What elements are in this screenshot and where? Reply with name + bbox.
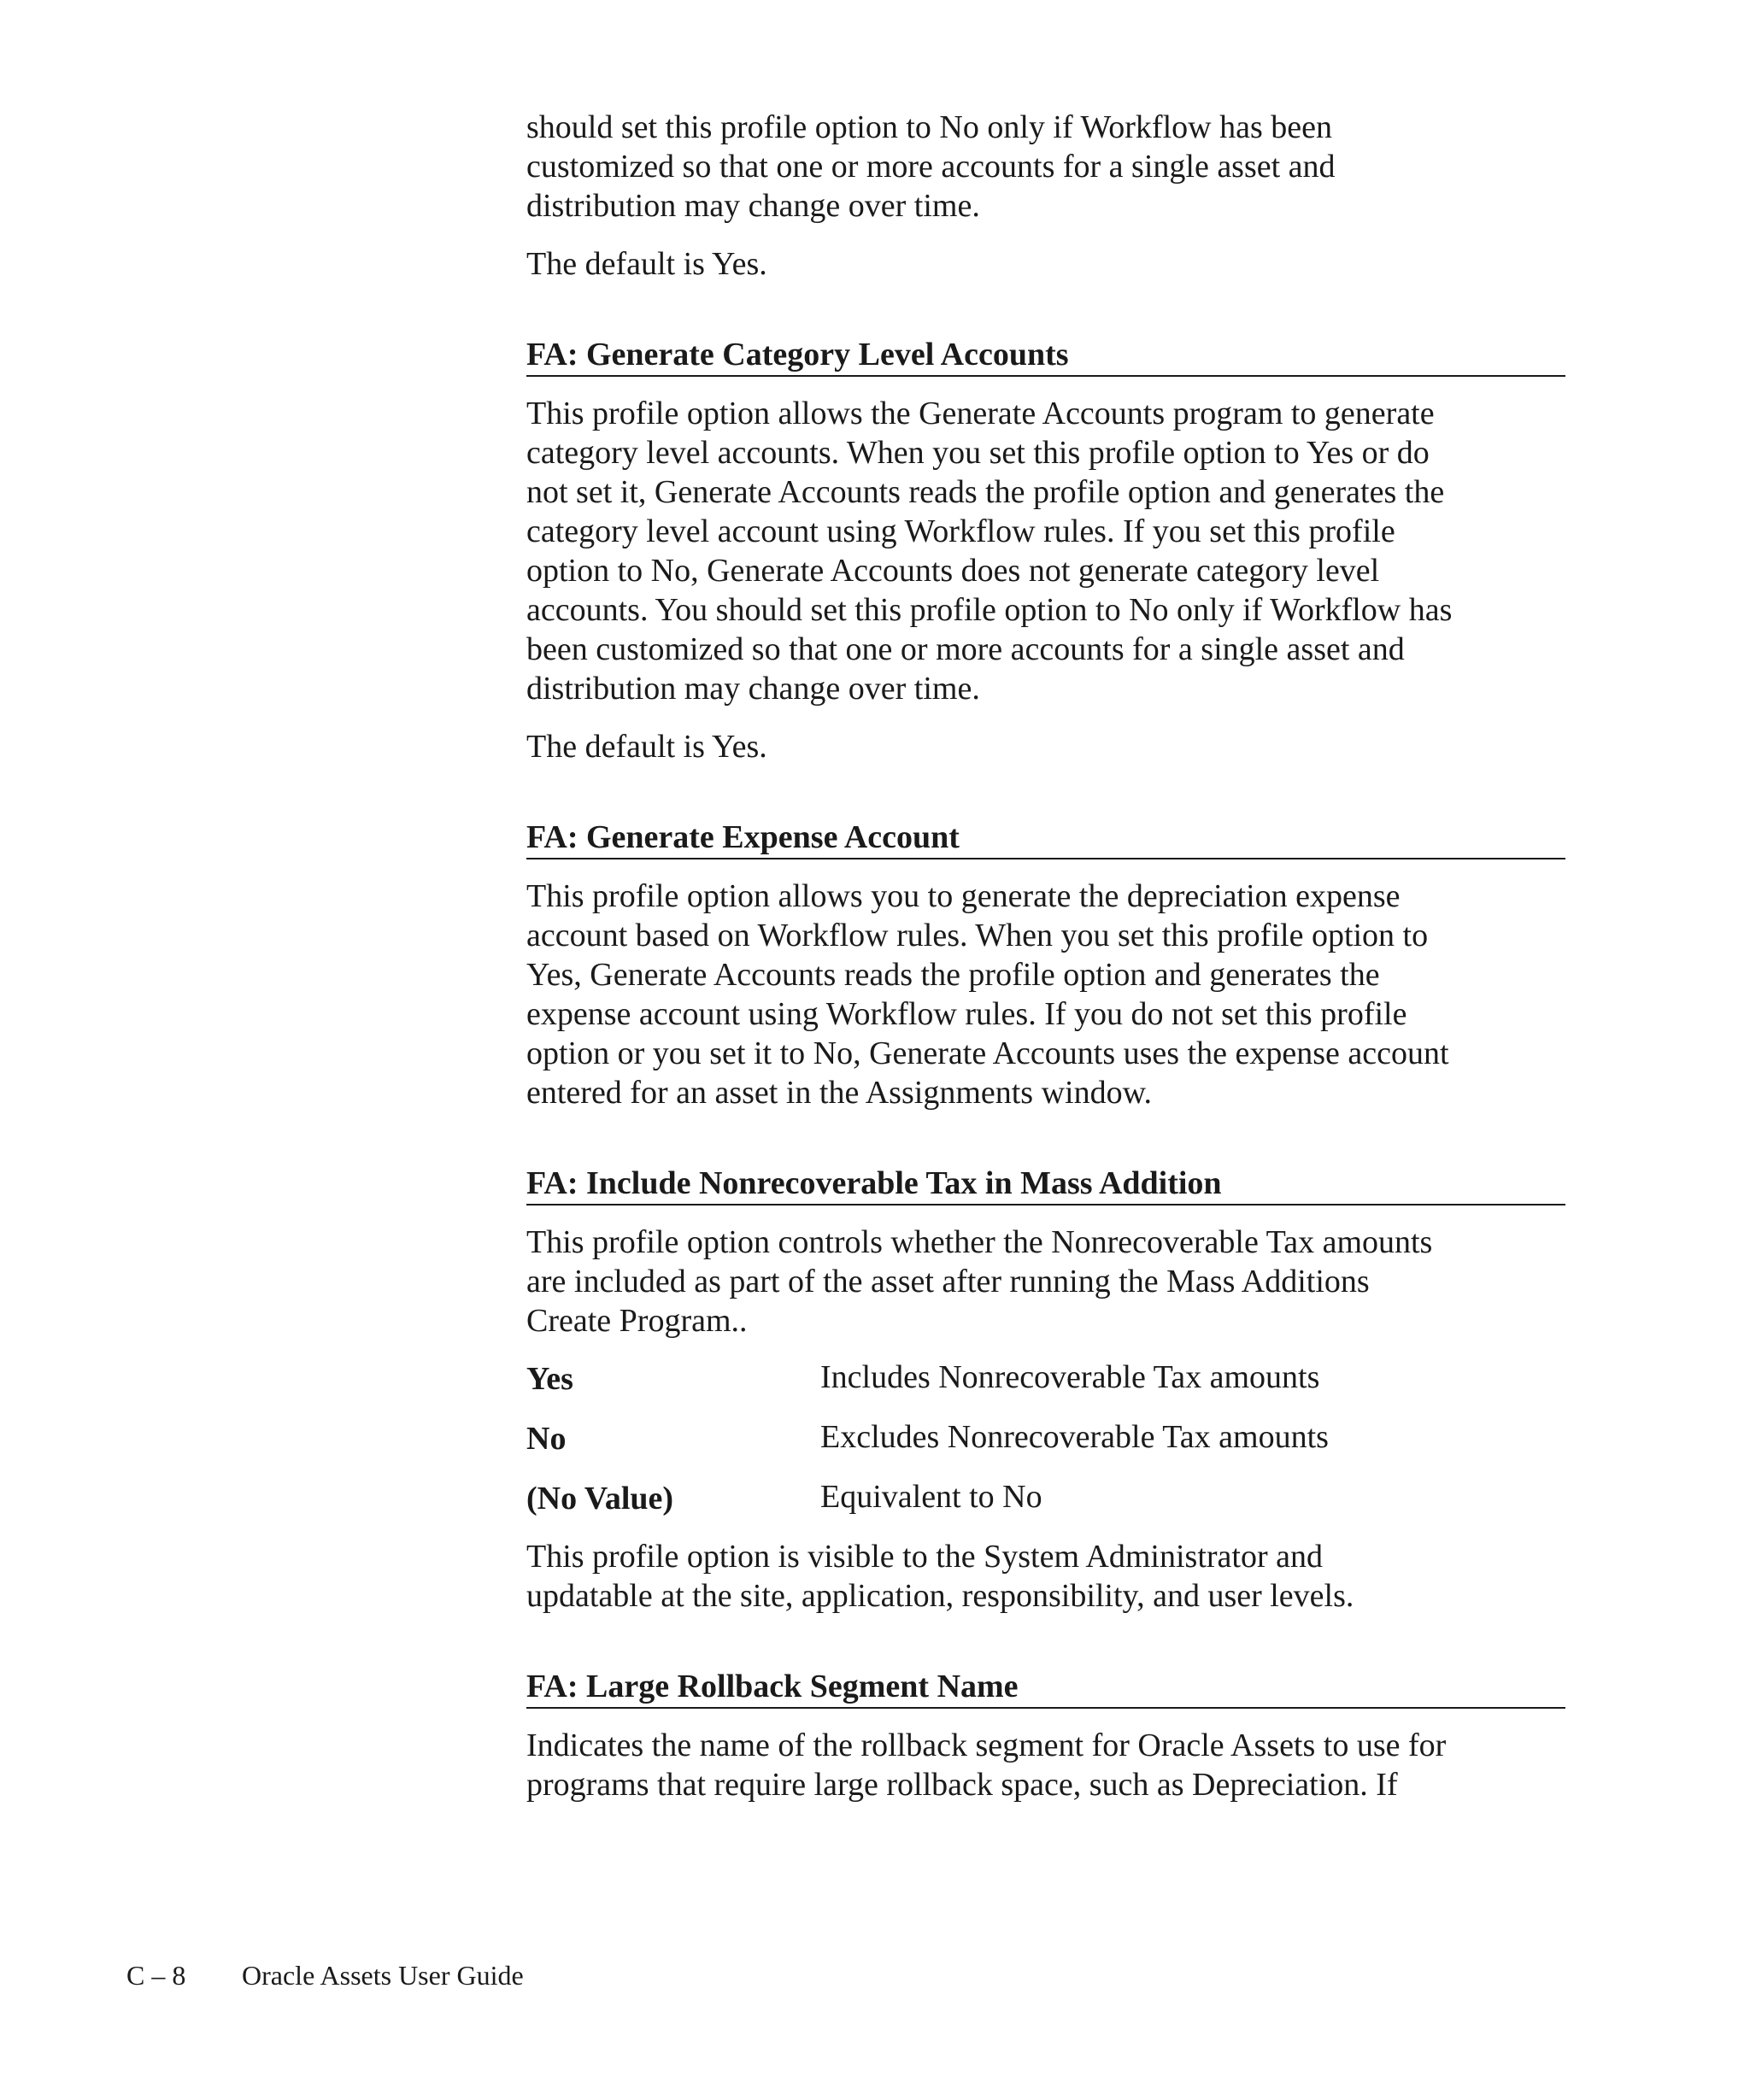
option-row-no [526,1417,1565,1458]
section-paragraph: This profile option is visible to the System Administrator and updatable at the site, application, responsibility, and user levels. [526,1539,1354,1614]
section-generate-expense-account [526,818,1565,1112]
option-description: Includes Nonrecoverable Tax amounts [820,1359,1320,1395]
option-row-yes [526,1358,1565,1399]
option-values-list [526,1358,1565,1518]
option-term: No [526,1421,567,1457]
option-description: Equivalent to No [820,1479,1042,1515]
option-row-no-value [526,1477,1565,1518]
intro-paragraph: should set this profile option to No only if Workflow has been customized so that one or more accounts for a single asset and distribution may change over time. [526,109,1336,224]
section-paragraph: This profile option controls whether the Nonrecoverable Tax amounts are included as part of the asset after running the Mass Additions Create Program.. [526,1224,1433,1339]
section-heading: FA: Generate Category Level Accounts [526,335,1565,377]
default-note: The default is Yes. [526,729,767,765]
section-heading: FA: Include Nonrecoverable Tax in Mass Addition [526,1164,1565,1205]
section-heading: FA: Large Rollback Segment Name [526,1667,1565,1709]
option-term: (No Value) [526,1481,674,1516]
section-include-nonrecoverable-tax [526,1164,1565,1616]
page-body [526,108,1565,1804]
page-number: C – 8 [126,1960,186,1991]
intro-default-note: The default is Yes. [526,246,767,282]
section-heading: FA: Generate Expense Account [526,818,1565,859]
section-paragraph: This profile option allows you to generate the depreciation expense account based on Workflow rules. When you set this profile option to Yes, Generate Accounts reads the profile option and generates the expense account using Workflow rules. If you do not set this profile option or you set it to No, Generate Accounts uses the expense account entered for an asset in the Assignments window. [526,878,1449,1111]
section-generate-category-level-accounts [526,335,1565,766]
section-large-rollback-segment-name [526,1667,1565,1804]
book-title: Oracle Assets User Guide [242,1960,524,1991]
section-paragraph: Indicates the name of the rollback segment for Oracle Assets to use for programs that require large rollback space, such as Depreciation. If [526,1728,1447,1803]
option-description: Excludes Nonrecoverable Tax amounts [820,1419,1329,1455]
page-footer [126,1958,524,1992]
intro-block [526,108,1565,284]
option-term: Yes [526,1361,573,1397]
section-paragraph: This profile option allows the Generate Accounts program to generate category level accounts. When you set this profile option to Yes or do not set it, Generate Accounts reads the profile option and generates the category level account using Workflow rules. If you set this profile option to No, Generate Accounts does not generate category level accounts. You should set this profile option to No only if Workflow has been customized so that one or more accounts for a single asset and distribution may change over time. [526,396,1453,707]
